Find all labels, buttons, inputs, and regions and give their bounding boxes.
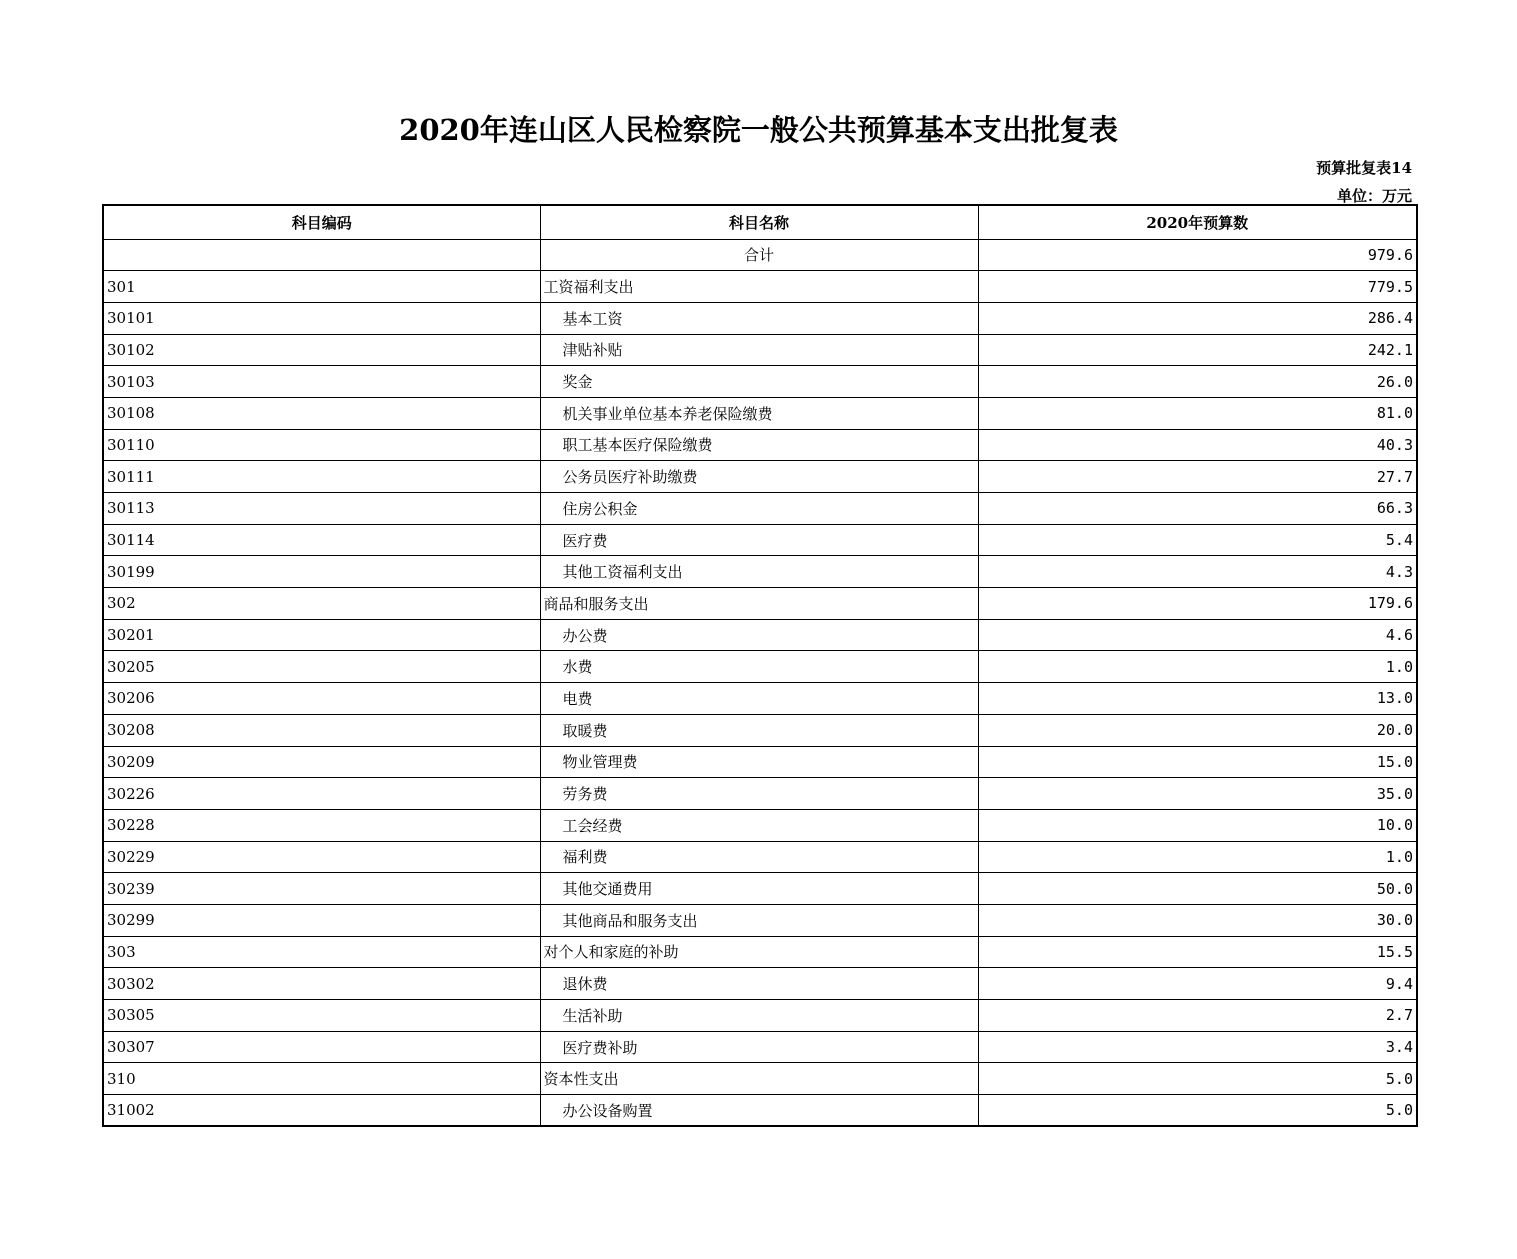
cell-amount: 779.5	[978, 271, 1417, 303]
table-row	[103, 524, 1417, 556]
cell-name: 办公费	[540, 619, 978, 651]
cell-name: 生活补助	[540, 1000, 978, 1032]
cell-amount: 81.0	[978, 397, 1417, 429]
cell-name: 合计	[540, 239, 978, 271]
form-number: 预算批复表14	[1316, 159, 1412, 177]
table-row	[103, 1031, 1417, 1063]
table-row	[103, 651, 1417, 683]
table-row	[103, 683, 1417, 715]
table-row	[103, 588, 1417, 620]
table-row	[103, 366, 1417, 398]
table-row	[103, 809, 1417, 841]
cell-name: 其他工资福利支出	[540, 556, 978, 588]
cell-code: 30209	[103, 746, 540, 778]
cell-code: 301	[103, 271, 540, 303]
table-row	[103, 429, 1417, 461]
cell-code: 30206	[103, 683, 540, 715]
cell-name: 退休费	[540, 968, 978, 1000]
table-row	[103, 239, 1417, 271]
cell-amount: 15.0	[978, 746, 1417, 778]
cell-name: 津贴补贴	[540, 334, 978, 366]
cell-code: 30103	[103, 366, 540, 398]
cell-amount: 27.7	[978, 461, 1417, 493]
table-row	[103, 493, 1417, 525]
cell-code: 30226	[103, 778, 540, 810]
cell-amount: 4.3	[978, 556, 1417, 588]
cell-name: 物业管理费	[540, 746, 978, 778]
table-row	[103, 271, 1417, 303]
cell-amount: 286.4	[978, 302, 1417, 334]
cell-code: 30111	[103, 461, 540, 493]
cell-name: 其他交通费用	[540, 873, 978, 905]
table-body	[103, 239, 1417, 1126]
cell-name: 机关事业单位基本养老保险缴费	[540, 397, 978, 429]
cell-name: 其他商品和服务支出	[540, 904, 978, 936]
cell-amount: 5.0	[978, 1063, 1417, 1095]
cell-name: 工会经费	[540, 809, 978, 841]
cell-code: 30108	[103, 397, 540, 429]
table-row	[103, 397, 1417, 429]
cell-amount: 15.5	[978, 936, 1417, 968]
page-title: 2020年连山区人民检察院一般公共预算基本支出批复表	[399, 113, 1118, 147]
cell-name: 职工基本医疗保险缴费	[540, 429, 978, 461]
cell-amount: 40.3	[978, 429, 1417, 461]
budget-table	[102, 204, 1418, 1127]
header-amount: 2020年预算数	[978, 205, 1417, 239]
cell-code: 30208	[103, 714, 540, 746]
cell-code: 30228	[103, 809, 540, 841]
cell-code	[103, 239, 540, 271]
table-row	[103, 746, 1417, 778]
cell-amount: 3.4	[978, 1031, 1417, 1063]
cell-code: 302	[103, 588, 540, 620]
cell-amount: 10.0	[978, 809, 1417, 841]
table-row	[103, 1000, 1417, 1032]
header-code: 科目编码	[103, 205, 540, 239]
cell-name: 电费	[540, 683, 978, 715]
cell-amount: 30.0	[978, 904, 1417, 936]
table-row	[103, 1063, 1417, 1095]
cell-code: 30201	[103, 619, 540, 651]
table-row	[103, 904, 1417, 936]
cell-code: 30114	[103, 524, 540, 556]
cell-code: 30229	[103, 841, 540, 873]
cell-name: 工资福利支出	[540, 271, 978, 303]
cell-amount: 2.7	[978, 1000, 1417, 1032]
cell-name: 商品和服务支出	[540, 588, 978, 620]
table-row	[103, 1095, 1417, 1127]
table-row	[103, 714, 1417, 746]
cell-name: 公务员医疗补助缴费	[540, 461, 978, 493]
cell-name: 办公设备购置	[540, 1095, 978, 1127]
cell-code: 30307	[103, 1031, 540, 1063]
table-row	[103, 968, 1417, 1000]
header-name: 科目名称	[540, 205, 978, 239]
cell-code: 310	[103, 1063, 540, 1095]
cell-name: 水费	[540, 651, 978, 683]
cell-code: 30205	[103, 651, 540, 683]
cell-amount: 1.0	[978, 651, 1417, 683]
cell-amount: 242.1	[978, 334, 1417, 366]
cell-name: 住房公积金	[540, 493, 978, 525]
cell-code: 30110	[103, 429, 540, 461]
cell-code: 30199	[103, 556, 540, 588]
cell-code: 30113	[103, 493, 540, 525]
cell-code: 30101	[103, 302, 540, 334]
cell-name: 劳务费	[540, 778, 978, 810]
cell-name: 资本性支出	[540, 1063, 978, 1095]
cell-code: 30302	[103, 968, 540, 1000]
table-row	[103, 619, 1417, 651]
cell-code: 30102	[103, 334, 540, 366]
table-header-row	[103, 205, 1417, 239]
cell-amount: 9.4	[978, 968, 1417, 1000]
cell-code: 303	[103, 936, 540, 968]
cell-amount: 5.0	[978, 1095, 1417, 1127]
table-row	[103, 461, 1417, 493]
cell-name: 基本工资	[540, 302, 978, 334]
table-row	[103, 873, 1417, 905]
cell-amount: 35.0	[978, 778, 1417, 810]
cell-name: 对个人和家庭的补助	[540, 936, 978, 968]
cell-name: 福利费	[540, 841, 978, 873]
cell-code: 30239	[103, 873, 540, 905]
table-row	[103, 841, 1417, 873]
cell-amount: 5.4	[978, 524, 1417, 556]
table-row	[103, 778, 1417, 810]
cell-name: 奖金	[540, 366, 978, 398]
cell-amount: 20.0	[978, 714, 1417, 746]
table-row	[103, 334, 1417, 366]
cell-amount: 13.0	[978, 683, 1417, 715]
table-row	[103, 302, 1417, 334]
cell-code: 30299	[103, 904, 540, 936]
cell-amount: 4.6	[978, 619, 1417, 651]
cell-amount: 979.6	[978, 239, 1417, 271]
unit-label: 单位：万元	[1336, 187, 1412, 205]
cell-name: 医疗费补助	[540, 1031, 978, 1063]
cell-amount: 50.0	[978, 873, 1417, 905]
cell-code: 30305	[103, 1000, 540, 1032]
cell-amount: 1.0	[978, 841, 1417, 873]
cell-amount: 179.6	[978, 588, 1417, 620]
cell-amount: 66.3	[978, 493, 1417, 525]
table-row	[103, 556, 1417, 588]
cell-name: 取暖费	[540, 714, 978, 746]
cell-amount: 26.0	[978, 366, 1417, 398]
table-row	[103, 936, 1417, 968]
cell-code: 31002	[103, 1095, 540, 1127]
cell-name: 医疗费	[540, 524, 978, 556]
